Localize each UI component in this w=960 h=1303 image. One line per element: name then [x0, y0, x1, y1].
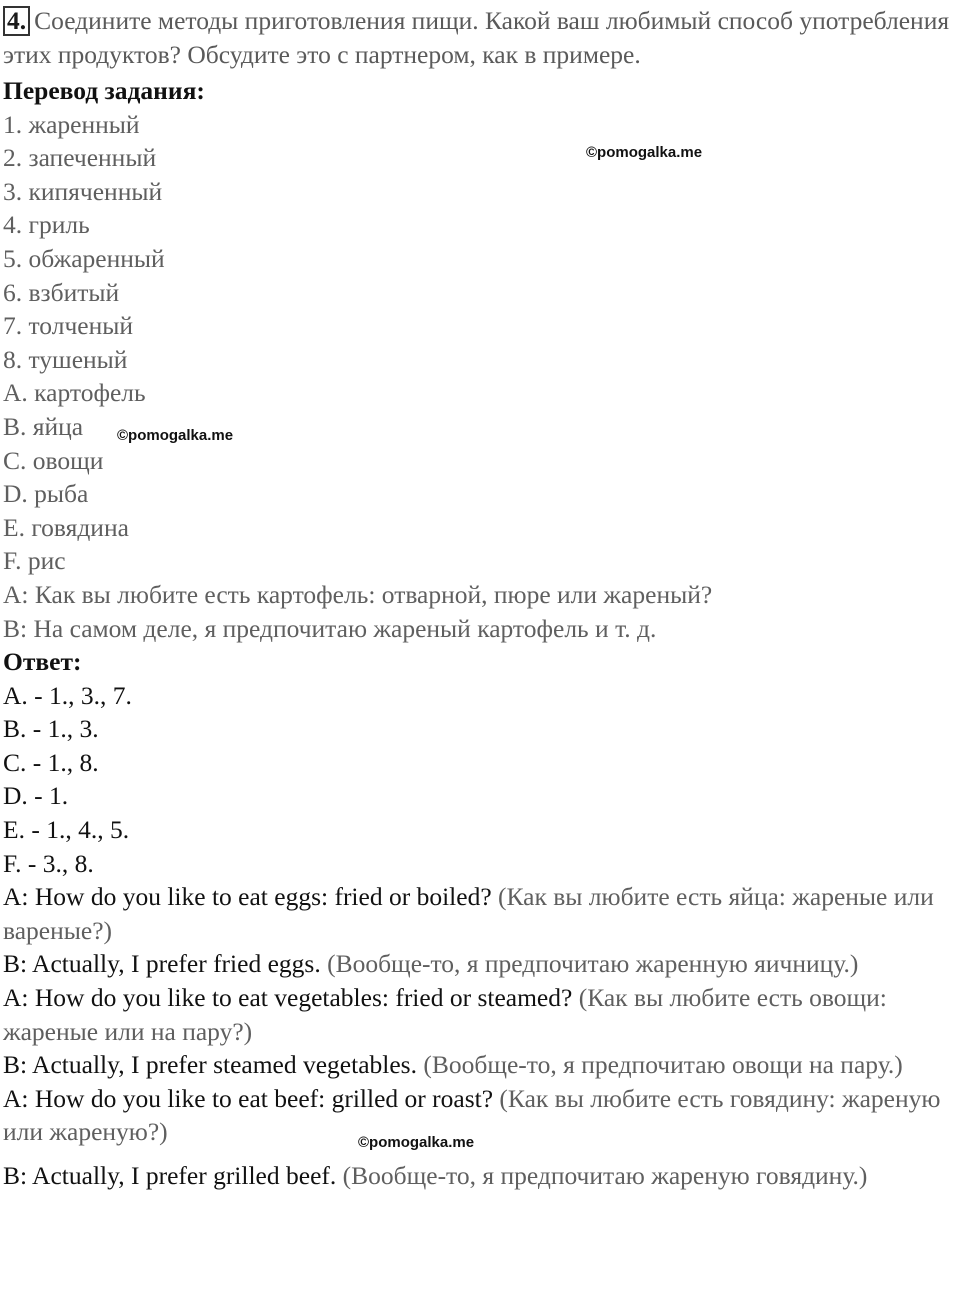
- watermark-text: ©pomogalka.me: [586, 144, 703, 161]
- list-item: F. рис: [3, 546, 66, 576]
- list-item: A: Как вы любите есть картофель: отварной, пюре или жареный?: [3, 579, 713, 609]
- dialogue-line: [3, 1082, 958, 1149]
- dialogue-russian: (Как вы любите есть говядину: жареную или жареную?): [3, 1083, 941, 1147]
- dialogue-line: [3, 1048, 958, 1082]
- watermark-text: ©pomogalka.me: [358, 1134, 475, 1151]
- answer-match: B. - 1., 3.: [3, 714, 99, 744]
- dialogue-line: [3, 1159, 958, 1193]
- dialogue-russian: (Как вы любите есть овощи: жареные или на пару?): [3, 983, 887, 1046]
- answer-match: A. - 1., 3., 7.: [3, 680, 132, 710]
- translation-list: [3, 108, 958, 646]
- task-statement: [3, 4, 958, 72]
- list-item: A. картофель: [3, 378, 146, 408]
- task-number: 4.: [3, 6, 30, 36]
- list-item: 6. взбитый: [3, 277, 120, 307]
- dialogue-english: B: Actually, I prefer grilled beef.: [3, 1161, 337, 1190]
- answer-matches: [3, 679, 958, 881]
- list-item: 3. кипяченный: [3, 176, 163, 206]
- dialogue-russian: (Как вы любите есть яйца: жареные или вареные?): [3, 882, 934, 945]
- dialogue-english: A: How do you like to eat beef: grilled or roast?: [3, 1083, 494, 1113]
- dialogue-english: B: Actually, I prefer fried eggs.: [3, 949, 321, 979]
- list-item: C. овощи: [3, 445, 104, 475]
- list-item: D. рыба: [3, 479, 89, 509]
- watermark-text: ©pomogalka.me: [117, 427, 234, 444]
- list-item: 2. запеченный: [3, 143, 157, 173]
- spacer: [3, 1149, 958, 1159]
- dialogue-english: B: Actually, I prefer steamed vegetables.: [3, 1050, 417, 1080]
- dialogue-russian: (Вообще-то, я предпочитаю овощи на пару.): [423, 1050, 903, 1080]
- dialogue-russian: (Вообще-то, я предпочитаю жаренную яичницу.): [327, 949, 859, 979]
- list-item: B: На самом деле, я предпочитаю жареный картофель и т. д.: [3, 613, 657, 643]
- answer-match: C. - 1., 8.: [3, 747, 99, 777]
- list-item: 7. толченый: [3, 311, 134, 341]
- dialogue-english: A: How do you like to eat eggs: fried or boiled?: [3, 882, 492, 912]
- list-item: 4. гриль: [3, 210, 90, 240]
- list-item: 8. тушеный: [3, 344, 128, 374]
- document-page: [3, 4, 958, 1193]
- answer-match: D. - 1.: [3, 781, 69, 811]
- task-text: Соедините методы приготовления пищи. Какой ваш любимый способ употребления этих продуктов? Обсудите это с партнером, как в примере.: [3, 6, 950, 69]
- dialogue-line: [3, 947, 958, 981]
- answer-dialogue: [3, 880, 958, 1192]
- list-item: 1. жаренный: [3, 109, 140, 139]
- list-item: E. говядина: [3, 512, 129, 542]
- list-item: 5. обжаренный: [3, 243, 165, 273]
- dialogue-line: [3, 880, 958, 947]
- answer-match: F. - 3., 8.: [3, 848, 94, 878]
- list-item: B. яйца: [3, 411, 84, 441]
- answer-match: E. - 1., 4., 5.: [3, 815, 130, 845]
- dialogue-line: [3, 981, 958, 1048]
- dialogue-english: A: How do you like to eat vegetables: fried or steamed?: [3, 983, 573, 1013]
- translation-heading: Перевод задания:: [3, 76, 205, 105]
- dialogue-russian: (Вообще-то, я предпочитаю жареную говядину.): [342, 1161, 868, 1190]
- answer-heading: Ответ:: [3, 647, 82, 677]
